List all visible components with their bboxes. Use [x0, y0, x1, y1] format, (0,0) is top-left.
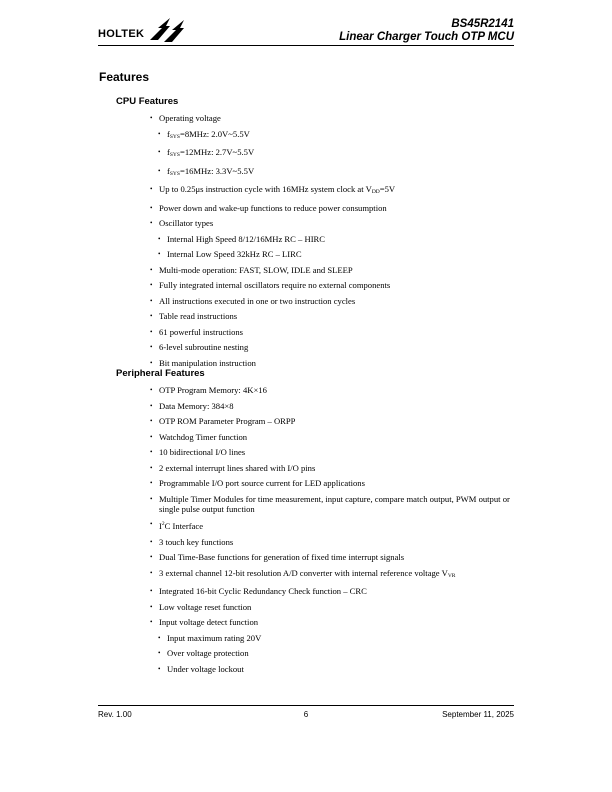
holtek-logo [98, 14, 190, 44]
list-item: • Programmable I/O port source current for LED applications [0, 478, 612, 488]
list-item: • 6-level subroutine nesting [0, 342, 612, 352]
part-number: BS45R2141 [451, 18, 514, 30]
list-item: • Data Memory: 384×8 [0, 401, 612, 411]
section-title: Features [99, 70, 150, 84]
list-item: • Under voltage lockout [0, 664, 612, 674]
list-item: • Dual Time-Base functions for generation of fixed time interrupt signals [0, 552, 612, 562]
logo-text: HOLTEK [98, 28, 145, 40]
cpu-features-list [0, 113, 612, 373]
list-item: • 61 powerful instructions [0, 327, 612, 337]
list-item: • Low voltage reset function [0, 602, 612, 612]
list-item: • Power down and wake-up functions to reduce power consumption [0, 203, 612, 213]
list-item: • Multi-mode operation: FAST, SLOW, IDLE and SLEEP [0, 265, 612, 275]
footer-revision: Rev. 1.00 [98, 710, 132, 719]
document-title [339, 18, 514, 44]
list-item: • Input maximum rating 20V [0, 633, 612, 643]
list-item: • fSYS=12MHz: 2.7V~5.5V [0, 147, 612, 160]
header-divider [98, 45, 514, 46]
peripheral-features-heading: Peripheral Features [116, 368, 205, 379]
list-item: • 10 bidirectional I/O lines [0, 447, 612, 457]
cpu-features-heading: CPU Features [116, 96, 179, 107]
peripheral-features-list [0, 385, 612, 679]
list-item: • Oscillator types [0, 218, 612, 228]
list-item: • Table read instructions [0, 311, 612, 321]
list-item: • All instructions executed in one or two instruction cycles [0, 296, 612, 306]
holtek-logo-mark-icon [148, 14, 188, 44]
list-item: • 2 external interrupt lines shared with I/O pins [0, 463, 612, 473]
list-item: • $I^2C$ Interface [0, 519, 612, 531]
list-item: • Watchdog Timer function [0, 432, 612, 442]
footer-date: September 11, 2025 [442, 710, 514, 719]
list-item: • 3 external channel 12-bit resolution A/D converter with internal reference voltage VVR [0, 568, 612, 581]
list-item: • Fully integrated internal oscillators require no external components [0, 280, 612, 290]
list-item: • 3 touch key functions [0, 537, 612, 547]
list-item: • Over voltage protection [0, 648, 612, 658]
product-title: Linear Charger Touch OTP MCU [339, 31, 514, 43]
list-item: • fSYS=16MHz: 3.3V~5.5V [0, 166, 612, 179]
list-item: • Input voltage detect function [0, 617, 612, 627]
list-item: • Integrated 16-bit Cyclic Redundancy Check function – CRC [0, 586, 612, 596]
list-item: • Up to 0.25μs instruction cycle with 16MHz system clock at VDD=5V [0, 184, 612, 197]
list-item: • Bit manipulation instruction [0, 358, 612, 368]
footer-page-number: 6 [303, 710, 309, 719]
list-item: • Operating voltage [0, 113, 612, 123]
list-item: • fSYS=8MHz: 2.0V~5.5V [0, 129, 612, 142]
list-item: • OTP ROM Parameter Program – ORPP [0, 416, 612, 426]
list-item: • Multiple Timer Modules for time measurement, input capture, compare match output, PWM output or single pulse output function [0, 494, 612, 514]
footer-divider [98, 705, 514, 706]
list-item: • Internal High Speed 8/12/16MHz RC – HIRC [0, 234, 612, 244]
list-item: • Internal Low Speed 32kHz RC – LIRC [0, 249, 612, 259]
list-item: • OTP Program Memory: 4K×16 [0, 385, 612, 395]
